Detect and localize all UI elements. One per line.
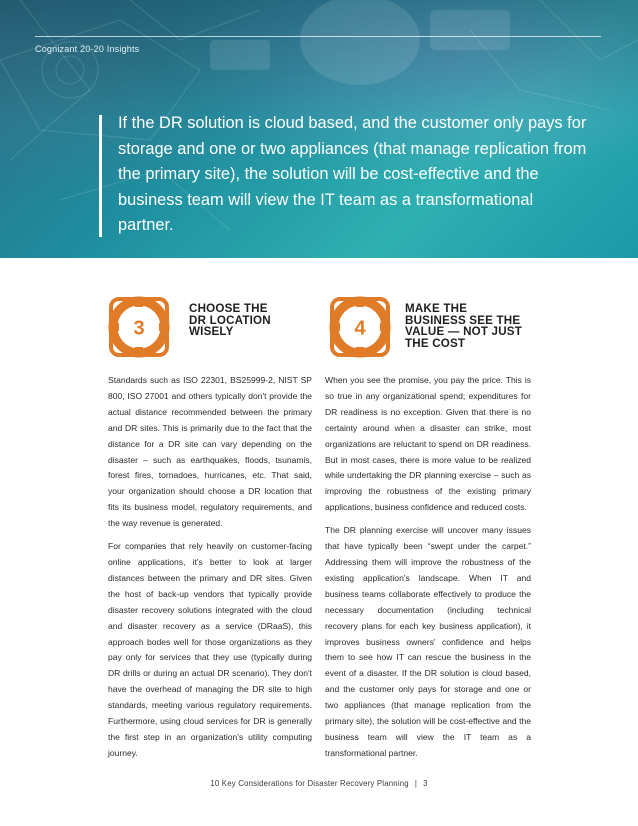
body-paragraph: Standards such as ISO 22301, BS25999-2, NIST SP 800, ISO 27001 and others typically don't provide the actual distance recommended between the primary and DR sites. This is primarily due to the fact that the distance for a DR site can vary depending on the disaster – such as earthquakes, floods, tsunamis, forest fires, tornadoes, hurricanes, etc. That said, your organization should choose a DR location that fits its business model, regulatory requirements, and the way revenue is generated.	[108, 375, 312, 529]
quote-bar	[99, 115, 102, 237]
footer-title: 10 Key Considerations for Disaster Recovery Planning	[210, 779, 409, 788]
lifebuoy-icon	[108, 296, 170, 358]
section-title-line: MAKE THE	[405, 302, 468, 315]
section-title	[405, 303, 522, 349]
section-title-line: BUSINESS SEE THE	[405, 313, 521, 327]
header-rule	[35, 36, 601, 37]
section-title-line: THE COST	[405, 336, 466, 350]
section-title	[189, 303, 271, 338]
page-number: 3	[423, 779, 428, 788]
section-title-line: VALUE — NOT JUST	[405, 325, 522, 339]
section-title-line: CHOOSE THE	[189, 302, 268, 315]
right-column	[325, 373, 531, 769]
hero-banner	[0, 0, 638, 258]
section-number: 3	[133, 317, 145, 340]
body-paragraph: The DR planning exercise will uncover many issues that have typically been “swept under the carpet.” Addressing them will improve the robustness of the existing application's landscape. When IT and business teams collaborate effectively to produce the necessary documentation (including technical recovery plans for each key business application), it improves business owners' confidence and helps them to see how IT can rescue the business in the event of a disaster. If the DR solution is cloud based, and the customer only pays for storage and one or two appliances (that manage replication from the primary site), the solution will be cost-effective and the business team will view the IT team as a transformational partner.	[325, 525, 531, 758]
footer-separator: |	[414, 779, 418, 788]
section-number: 4	[354, 317, 366, 340]
left-column	[108, 373, 312, 769]
section-title-line: DR LOCATION	[189, 313, 271, 327]
body-paragraph: When you see the promise, you pay the price. This is so true in any organizational spend; expenditures for DR readiness is no exception. Given that there is no certainty around when a disaster can strike, most organizations are reluctant to spend on DR readiness. But in most cases, there is more value to be realized while undertaking the DR planning exercise – such as improving the robustness of the existing primary applications, business confidence and reduced costs.	[325, 375, 531, 513]
body-paragraph: For companies that rely heavily on customer-facing online applications, it's better to look at larger distances between the primary and DR sites. Given the host of back-up vendors that typically provide disaster recovery solutions integrated with the cloud and disaster recovery as a service (DRaaS), this approach bodes well for those organizations as they pay only for services that they use (typically during DR drills or during an actual DR scenario). They don't have the overhead of managing the DR site to high standards, meeting various regulatory requirements. Furthermore, using cloud services for DR is generally the first step in an organization's utility computing journey.	[108, 541, 312, 758]
page-footer	[0, 779, 638, 788]
section-title-line: WISELY	[189, 325, 234, 339]
pull-quote: If the DR solution is cloud based, and the customer only pays for storage and one or two appliances (that manage replication from the primary site), the solution will be cost-effective and the business team will view the IT team as a transformational partner.	[118, 114, 587, 235]
lifebuoy-icon	[329, 296, 391, 358]
publication-label: Cognizant 20-20 Insights	[35, 44, 140, 54]
